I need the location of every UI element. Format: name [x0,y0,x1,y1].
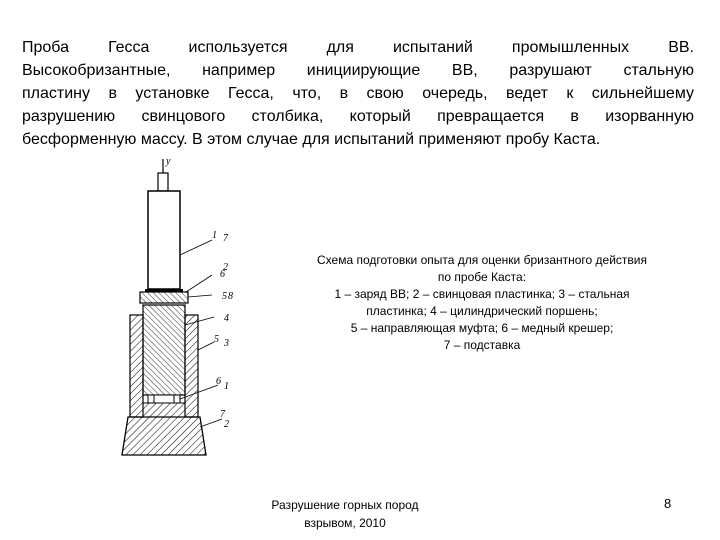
paragraph-line: Высокобризантные, например инициирующие ВВ, разрушают стальную [22,62,694,79]
label-1b: 1 [224,381,229,392]
footer-line: Разрушение горных пород [271,498,419,512]
detonator [158,173,168,191]
piston [143,305,185,395]
label-8: 8 [228,291,233,302]
caption-line: 5 – направляющая муфта; 6 – медный крешер; [350,321,614,335]
copper-crusher [148,395,180,403]
kast-test-diagram [100,155,250,465]
caption-line: пластинка; 4 – цилиндрический поршень; [366,304,598,318]
caption-line: по пробе Каста: [437,270,527,284]
guide-sleeve-left [130,315,143,417]
label-5b: 5 [214,334,219,345]
label-3: 3 [224,338,229,349]
stand-base [122,417,206,455]
label-6a: 6 [220,269,225,280]
footer-line: взрывом, 2010 [304,516,386,530]
paragraph-line: бесформенную массу. В этом случае для испытаний применяют пробу Каста. [22,131,601,148]
label-6: 6 [216,376,221,387]
page-number: 8 [664,496,672,511]
label-2b: 2 [224,419,229,430]
paragraph-line: Проба Гесса используется для испытаний промышленных ВВ. [22,39,694,56]
label-1: 1 [212,230,217,241]
label-2: 2 [223,262,228,273]
caption-line: Схема подготовки опыта для оценки бризантного действия [316,253,648,267]
steel-plate [140,292,188,303]
paragraph-line: разрушению свинцового столбика, который превращается в изорванную [22,108,694,125]
paragraph-line: пластину в установке Гесса, что, в свою очередь, ведет к сильнейшему [22,85,694,102]
label-7b: 7 [220,409,225,420]
label-7: 7 [223,233,228,244]
diagram-caption [282,252,682,354]
slide-footer [250,496,440,532]
caption-line: 1 – заряд ВВ; 2 – свинцовая пластинка; 3 – стальная [334,287,630,301]
guide-sleeve-right [185,315,198,417]
label-4: 4 [224,313,229,324]
label-top: у [166,156,171,167]
caption-line: 7 – подставка [443,338,521,352]
main-paragraph [22,36,694,151]
label-5: 5 [222,291,227,302]
explosive-charge [148,191,180,289]
